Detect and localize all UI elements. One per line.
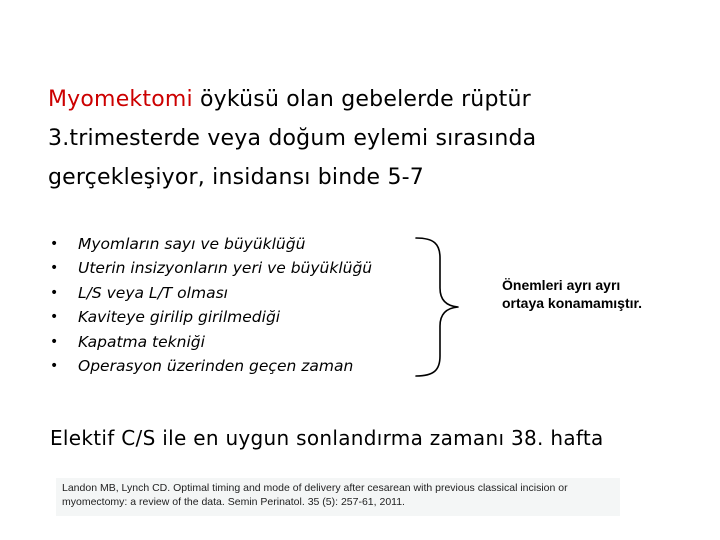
heading-line-1 [48,80,688,119]
list-item-text: L/S veya L/T olması [78,283,228,302]
list-item [50,354,372,378]
factor-list [50,232,372,378]
grouping-brace [412,236,472,378]
slide-heading [48,80,688,197]
conclusion-text: Elektif C/S ile en uygun sonlandırma zamanı 38. hafta [50,426,604,450]
heading-line-2: 3.trimesterde veya doğum eylemi sırasında [48,126,537,151]
heading-line-1-rest: öyküsü olan gebelerde rüptür [192,87,531,112]
heading-accent-term: Myomektomi [48,87,193,112]
bullet-marker: • [50,284,59,301]
bullet-marker: • [50,333,59,350]
list-item-text: Kaviteye girilip girilmediği [78,308,281,327]
list-item [50,256,372,280]
list-item-text: Kapatma tekniği [78,332,205,351]
bullet-marker: • [50,358,59,375]
bullet-marker: • [50,309,59,326]
heading-line-3: gerçekleşiyor, insidansı binde 5-7 [48,165,424,190]
reference-citation: Landon MB, Lynch CD. Optimal timing and mode of delivery after cesarean with previous classical incision or myomectomy: a review of the data. Semin Perinatol. 35 (5): 257-61, 2011. [56,478,620,516]
list-item-text: Myomların sayı ve büyüklüğü [78,235,306,253]
bullet-marker: • [50,260,59,277]
side-note [502,276,642,312]
side-note-line-2: ortaya konamamıştır. [502,295,643,311]
list-item [50,330,372,354]
bullet-marker: • [50,236,59,252]
list-item [50,232,372,256]
list-item [50,281,372,305]
brace-shape [416,238,458,376]
side-note-line-1: Önemleri ayrı ayrı [502,277,621,293]
list-item-text: Operasyon üzerinden geçen zaman [78,357,354,376]
list-item-text: Uterin insizyonların yeri ve büyüklüğü [78,259,373,278]
list-item [50,305,372,329]
